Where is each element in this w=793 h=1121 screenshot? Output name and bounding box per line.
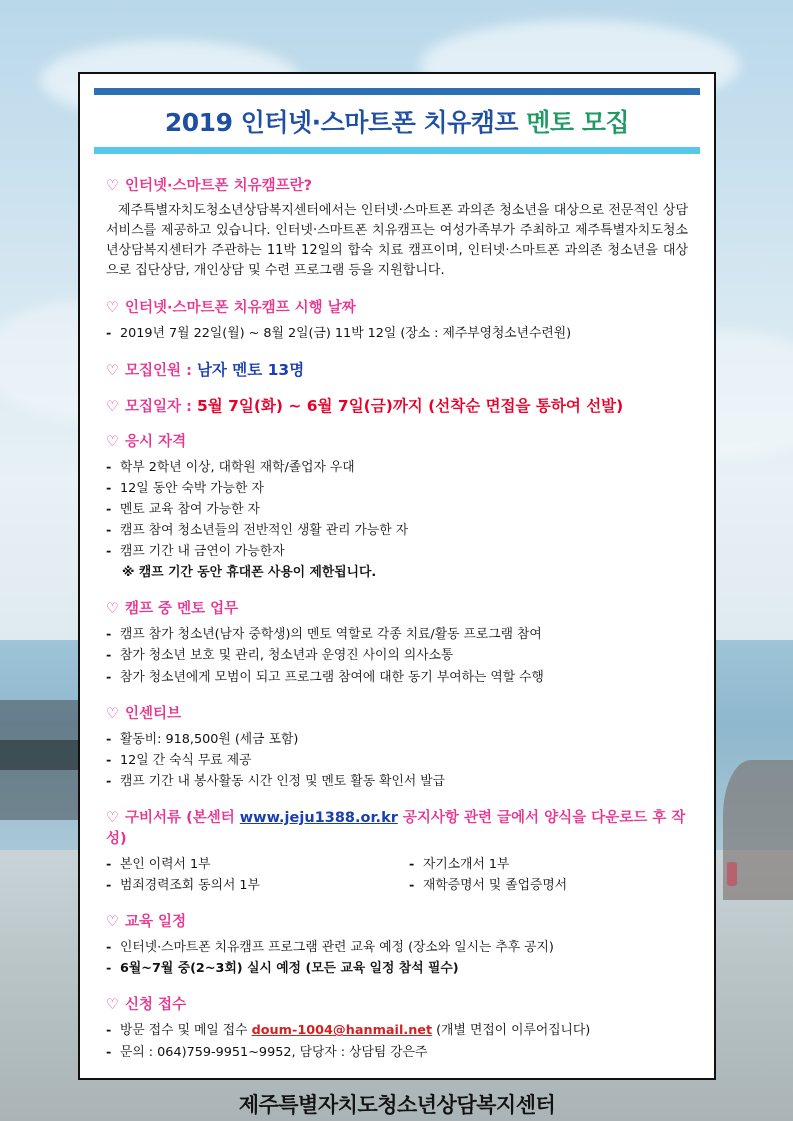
section-heading-apply: ♡ 신청 접수 — [106, 997, 187, 1014]
documents-list-right — [409, 854, 688, 896]
list-item: - 멘토 교육 참여 가능한 자 — [106, 499, 688, 520]
dash-marker: - — [106, 480, 112, 496]
section-heading-incentive: ♡ 인센티브 — [106, 705, 182, 722]
documents-columns — [106, 854, 688, 896]
list-item: - 활동비: 918,500원 (세금 포함) — [106, 729, 688, 750]
title-highlight: 멘토 모집 — [526, 108, 630, 137]
heart-icon: ♡ — [106, 601, 119, 618]
section-heading-recruit-count: ♡ 모집인원 : 남자 멘토 13명 — [106, 360, 305, 379]
section-heading-documents: ♡ 구비서류 (본센터 www.jeju1388.or.kr 공지사항 관련 글에서 양식을 다운로드 후 작성) — [106, 809, 686, 847]
list-item: - 범죄경력조회 동의서 1부 — [106, 875, 385, 896]
banner-bar-top — [94, 88, 700, 95]
training-note: - 6월~7월 중(2~3회) 실시 예정 (모든 교육 일정 참석 필수) — [106, 958, 688, 979]
section-heading-recruit-date: ♡ 모집일자 : 5월 7일(화) ~ 6월 7일(금)까지 (선착순 면접을 통하여 선발) — [106, 396, 624, 415]
center-website-link[interactable]: www.jeju1388.or.kr — [239, 809, 398, 826]
dash-marker: - — [106, 961, 112, 977]
dash-marker: - — [106, 501, 112, 517]
apply-list — [106, 1020, 688, 1062]
list-item: - 본인 이력서 1부 — [106, 854, 385, 875]
list-item: - 12일 간 숙식 무료 제공 — [106, 750, 688, 771]
intro-paragraph: 제주특별자치도청소년상담복지센터에서는 인터넷·스마트폰 과의존 청소년을 대상으로 전문적인 상담 서비스를 제공하고 있습니다. 인터넷·스마트폰 치유캠프는 여성가족부가 주최하고 제주특별자치도청소년상담복지센터가 주관하는 11박 12일의 합숙 치료 캠프이며, 인터넷·스마트폰 과의존 청소년을 대상으로 집단상담, 개인상담 및 수련 프로그램 등을 지원합니다. — [106, 203, 688, 279]
heart-icon: ♡ — [106, 809, 119, 826]
list-item: - 2019년 7월 22일(월) ~ 8월 2일(금) 11박 12일 (장소 : 제주부영청소년수련원) — [106, 323, 688, 344]
title-banner — [94, 88, 700, 154]
heart-icon: ♡ — [106, 398, 119, 415]
poster-body — [80, 154, 714, 1119]
heart-icon: ♡ — [106, 362, 119, 379]
section-heading-training: ♡ 교육 일정 — [106, 914, 187, 931]
dash-marker: - — [106, 752, 112, 768]
list-item: - 참가 청소년 보호 및 관리, 청소년과 운영진 사이의 의사소통 — [106, 645, 688, 666]
organization-footer: 제주특별자치도청소년상담복지센터 — [238, 1092, 556, 1117]
heart-icon: ♡ — [106, 997, 119, 1014]
list-item: - 재학증명서 및 졸업증명서 — [409, 875, 688, 896]
list-item: - 방문 접수 및 메일 접수 doum-1004@hanmail.net (개별 면접이 이루어집니다) — [106, 1020, 688, 1041]
dash-marker: - — [106, 1023, 112, 1039]
section-heading-intro: ♡ 인터넷·스마트폰 치유캠프란? — [106, 178, 313, 194]
list-item: - 참가 청소년에게 모범이 되고 프로그램 참여에 대한 동기 부여하는 역할 수행 — [106, 667, 688, 688]
page-title — [94, 95, 700, 145]
list-item: - 캠프 기간 내 금연이 가능한자 — [106, 541, 688, 562]
dash-marker: - — [106, 669, 112, 685]
duties-list — [106, 624, 688, 687]
heart-icon: ♡ — [106, 433, 119, 450]
section-heading-qualification: ♡ 응시 자격 — [106, 433, 187, 450]
dates-list — [106, 323, 688, 344]
dash-marker: - — [106, 856, 112, 872]
recruit-date-value: 5월 7일(화) ~ 6월 7일(금)까지 (선착순 면접을 통하여 선발) — [196, 396, 624, 415]
list-item: - 학부 2학년 이상, 대학원 재학/졸업자 우대 — [106, 457, 688, 478]
dash-marker: - — [106, 523, 112, 538]
dash-marker: - — [106, 1044, 112, 1060]
list-item: - 자기소개서 1부 — [409, 854, 688, 875]
recruit-count-value: 남자 멘토 13명 — [196, 360, 305, 379]
dash-marker: - — [409, 878, 415, 894]
section-heading-duties: ♡ 캠프 중 멘토 업무 — [106, 601, 239, 618]
title-year: 2019 — [164, 108, 233, 137]
dash-marker: - — [106, 731, 112, 747]
application-email-link[interactable]: doum-1004@hanmail.net — [251, 1023, 433, 1039]
dash-marker: - — [409, 856, 415, 872]
qualification-list — [106, 457, 688, 584]
heart-icon: ♡ — [106, 705, 119, 722]
incentive-list — [106, 729, 688, 792]
dash-marker: - — [106, 648, 112, 664]
list-item: - 인터넷·스마트폰 치유캠프 프로그램 관련 교육 예정 (장소와 일시는 추후 공지) — [106, 937, 688, 958]
list-item: - 캠프 참가 청소년(남자 중학생)의 멘토 역할로 각종 치료/활동 프로그램 참여 — [106, 624, 688, 645]
heart-icon: ♡ — [106, 914, 119, 931]
heart-icon: ♡ — [106, 178, 119, 194]
dash-marker: - — [106, 627, 112, 643]
title-main: 인터넷·스마트폰 치유캠프 — [240, 108, 519, 137]
list-item: - 12일 동안 숙박 가능한 자 — [106, 478, 688, 499]
dash-marker: - — [106, 325, 112, 341]
dash-marker: - — [106, 459, 112, 475]
heart-icon: ♡ — [106, 299, 119, 316]
person-silhouette-red — [727, 862, 737, 886]
qualification-note: ※ 캠프 기간 동안 휴대폰 사용이 제한됩니다. — [122, 565, 377, 581]
section-heading-dates: ♡ 인터넷·스마트폰 치유캠프 시행 날짜 — [106, 299, 356, 316]
list-item: - 캠프 참여 청소년들의 전반적인 생활 관리 가능한 자 — [106, 520, 688, 541]
dash-marker: - — [106, 544, 112, 560]
training-list — [106, 937, 688, 979]
dash-marker: - — [106, 940, 112, 956]
documents-list-left — [106, 854, 385, 896]
poster-sheet — [78, 72, 716, 1117]
list-item: - 캠프 기간 내 봉사활동 시간 인정 및 멘토 활동 확인서 발급 — [106, 771, 688, 792]
contact-item: - 문의 : 064)759-9951~9952, 담당자 : 상담팀 강은주 — [106, 1042, 688, 1063]
dash-marker: - — [106, 773, 112, 789]
banner-bar-bottom — [94, 147, 700, 154]
dash-marker: - — [106, 878, 112, 894]
